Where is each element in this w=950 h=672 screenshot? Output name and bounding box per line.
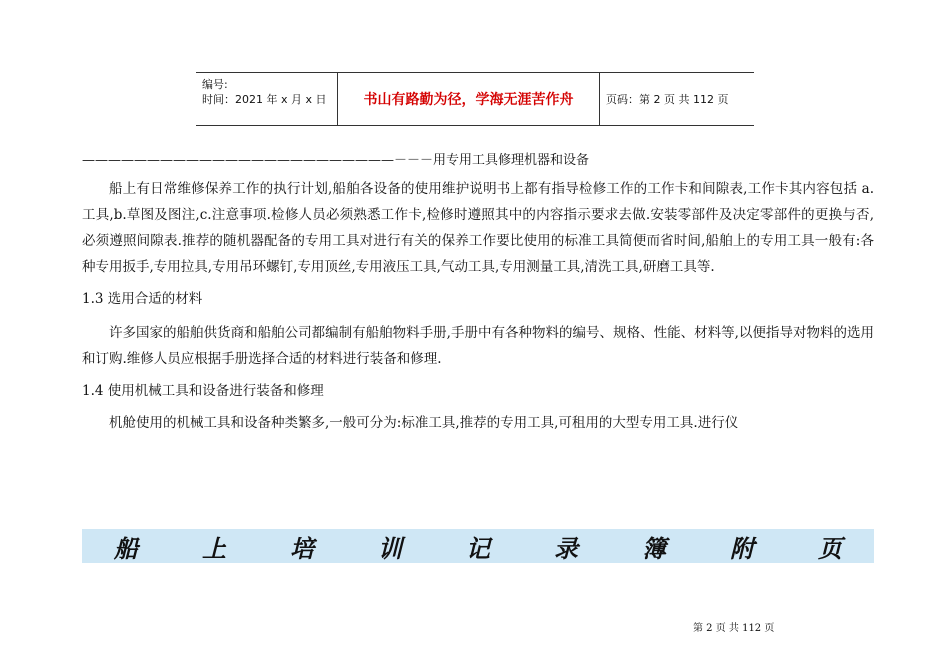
- heading-1-4: 1.4 使用机械工具和设备进行装备和修理: [82, 383, 324, 399]
- banner-char: 录: [554, 533, 578, 563]
- heading-1-3: 1.3 选用合适的材料: [82, 291, 203, 307]
- paragraph-1: 船上有日常维修保养工作的执行计划,船舶各设备的使用维护说明书上都有指导检修工作的工作卡和间隙表,工作卡其内容包括 a.工具,b.草图及图注,c.注意事项.检修人员必须熟悉工作卡,检修时遵照其中的内容指示要求去做.安装零部件及决定零部件的更换与否,必须遵照间隙表.推荐的随机器配备的专用工具对进行有关的保养工作要比使用的标准工具简便而省时间,船舶上的专用工具一般有:各种专用扳手,专用拉具,专用吊环螺钉,专用顶丝,专用液压工具,气动工具,专用测量工具,清洗工具,研磨工具等.: [82, 181, 874, 275]
- banner-char: 簿: [642, 533, 666, 563]
- header-info-cell: [196, 73, 338, 125]
- paragraph-2: 许多国家的船舶供货商和船舶公司都编制有船舶物料手册,手册中有各种物料的编号、规格、性能、材料等,以便指导对物料的选用和订购.维修人员应根据手册选择合适的材料进行装备和修理.: [82, 325, 874, 367]
- banner-char: 培: [290, 533, 314, 563]
- banner-char: 训: [378, 533, 402, 563]
- header-table: [196, 72, 754, 126]
- section-title-line: ————————————————————————－－－用专用工具修理机器和设备: [82, 153, 590, 168]
- page-footer: 第 2 页 共 112 页: [693, 623, 775, 634]
- banner-char: 页: [818, 533, 842, 563]
- body-text: [82, 176, 874, 436]
- paragraph-3: 机舱使用的机械工具和设备种类繁多,一般可分为:标准工具,推荐的专用工具,可租用的大型专用工具.进行仪: [109, 415, 739, 431]
- page-label: 页码：第 2 页 共 112 页: [606, 93, 729, 106]
- number-label: 编号:: [202, 78, 228, 91]
- training-record-banner: [82, 529, 874, 563]
- banner-char: 附: [730, 533, 754, 563]
- banner-char: 上: [202, 533, 226, 563]
- motto: 书山有路勤为径，学海无涯苦作舟: [338, 73, 600, 125]
- banner-char: 记: [466, 533, 490, 563]
- time-label: 时间：2021 年 x 月 x 日: [202, 93, 327, 106]
- banner-char: 船: [114, 533, 138, 563]
